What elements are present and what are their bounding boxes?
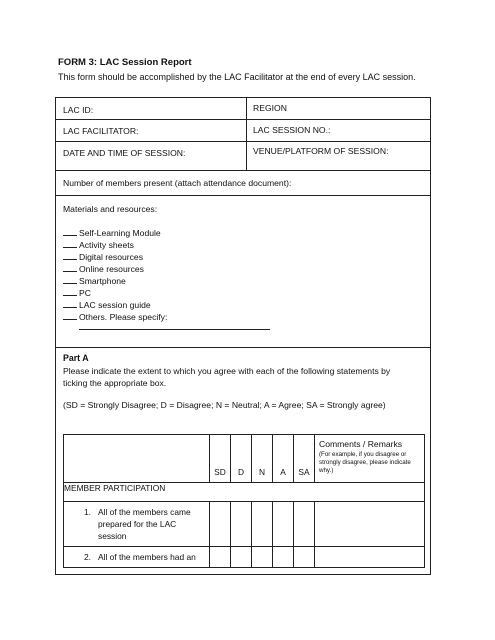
rating-table [63, 434, 425, 568]
scale-d: D [231, 435, 252, 483]
rating-cell-sa[interactable] [294, 502, 315, 547]
checkbox-blank[interactable] [63, 275, 77, 284]
rating-cell-sa[interactable] [294, 547, 315, 568]
material-item[interactable]: PC [63, 287, 167, 299]
item-number: 2. [84, 552, 91, 562]
part-a-instruction: Please indicate the extent to which you agree with each of the following statements by ticking the appropriate box. [63, 366, 391, 388]
lac-session-no-field[interactable]: LAC SESSION NO.: [253, 125, 331, 135]
form-subtitle: This form should be accomplished by the LAC Facilitator at the end of every LAC session. [58, 72, 416, 82]
form-title: FORM 3: LAC Session Report [58, 57, 192, 68]
comments-cell[interactable] [315, 502, 425, 547]
specify-line[interactable] [79, 329, 270, 330]
rating-cell-a[interactable] [273, 502, 294, 547]
checkbox-blank[interactable] [63, 251, 77, 260]
checkbox-blank[interactable] [63, 227, 77, 236]
item-number: 1. [84, 507, 91, 517]
statement-header [64, 435, 210, 483]
lac-facilitator-field[interactable]: LAC FACILITATOR: [63, 126, 139, 136]
comments-title: Comments / Remarks [319, 439, 403, 449]
material-item[interactable]: Self-Learning Module [63, 227, 167, 239]
checkbox-blank[interactable] [63, 287, 77, 296]
rating-cell-n[interactable] [252, 502, 273, 547]
rating-cell-d[interactable] [231, 547, 252, 568]
materials-label: Materials and resources: [63, 204, 158, 214]
comments-header [315, 435, 425, 483]
table-row [64, 547, 425, 568]
rating-cell-sd[interactable] [210, 502, 231, 547]
rating-cell-a[interactable] [273, 547, 294, 568]
members-present-field[interactable]: Number of members present (attach attendance document): [63, 178, 292, 188]
venue-field[interactable]: VENUE/PLATFORM OF SESSION: [253, 146, 389, 156]
region-field[interactable]: REGION [253, 103, 287, 113]
checkbox-blank[interactable] [63, 311, 77, 320]
table-row [64, 502, 425, 547]
rating-cell-sd[interactable] [210, 547, 231, 568]
material-item[interactable]: LAC session guide [63, 299, 167, 311]
checkbox-blank[interactable] [63, 239, 77, 248]
comments-cell[interactable] [315, 547, 425, 568]
statement-text: All of the members came prepared for the LAC session [98, 507, 191, 541]
rating-cell-n[interactable] [252, 547, 273, 568]
material-item[interactable]: Others. Please specify: [63, 311, 167, 323]
part-a-title: Part A [63, 353, 89, 363]
comments-note: (For example, if you disagree or strongly disagree, please indicate why.) [319, 451, 411, 474]
material-item[interactable]: Smartphone [63, 275, 167, 287]
checkbox-blank[interactable] [63, 263, 77, 272]
statement-text: All of the members had an [98, 552, 196, 562]
material-item[interactable]: Activity sheets [63, 239, 167, 251]
materials-checklist [63, 227, 167, 323]
rating-legend: (SD = Strongly Disagree; D = Disagree; N = Neutral; A = Agree; SA = Strongly agree) [63, 400, 386, 410]
scale-a: A [273, 435, 294, 483]
statement-cell [64, 502, 210, 547]
checkbox-blank[interactable] [63, 299, 77, 308]
date-time-field[interactable]: DATE AND TIME OF SESSION: [63, 148, 186, 158]
scale-sd: SD [210, 435, 231, 483]
lac-id-field[interactable]: LAC ID: [63, 105, 94, 115]
rating-cell-d[interactable] [231, 502, 252, 547]
scale-n: N [252, 435, 273, 483]
statement-cell [64, 547, 210, 568]
section-member-participation: MEMBER PARTICIPATION [64, 483, 425, 502]
material-item[interactable]: Online resources [63, 263, 167, 275]
scale-sa: SA [294, 435, 315, 483]
session-report-form [55, 97, 431, 575]
material-item[interactable]: Digital resources [63, 251, 167, 263]
